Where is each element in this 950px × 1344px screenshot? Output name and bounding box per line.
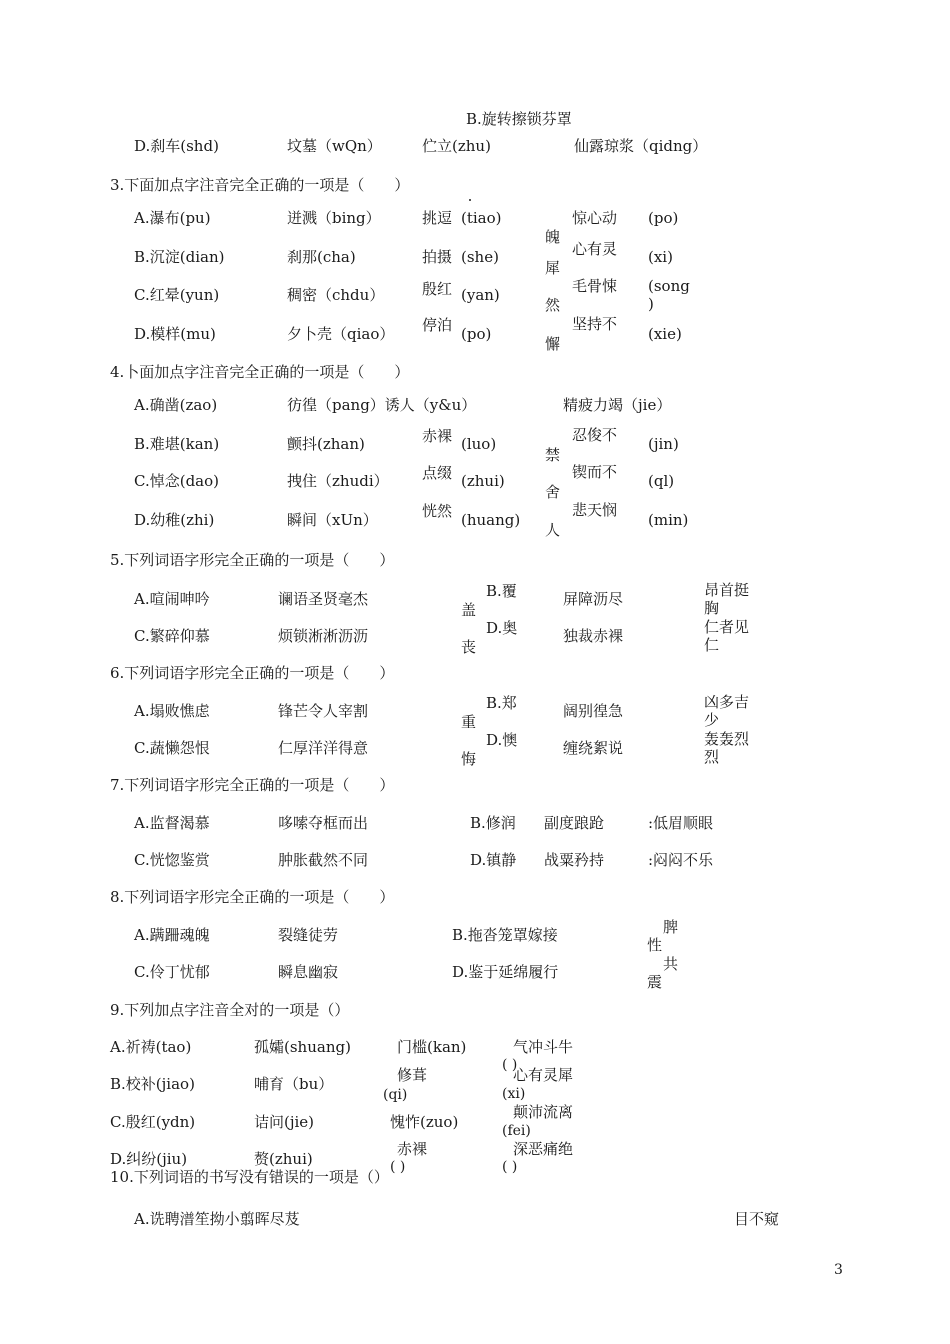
q9-c-4: 颠沛流离 <box>513 1103 574 1121</box>
q9-b-4: 心有灵犀 <box>513 1066 574 1084</box>
q8-side-3: 共 <box>663 955 679 973</box>
q3-d-6: (xie) <box>648 325 682 343</box>
q3-c-2: 稠密（chdu） <box>287 286 385 304</box>
q5-d-label: D.奥 <box>486 619 518 637</box>
q6-b-tail-1: 凶多吉 <box>704 693 750 711</box>
q7-title: 7.下列词语字形完全正确的一项是（ ） <box>110 776 395 794</box>
q9-title: 9.下列加点字注音全对的一项是（） <box>110 1001 350 1019</box>
q4-c-2: 拽住（zhudi） <box>287 472 389 490</box>
q4-b-3: 赤裸 <box>422 427 453 445</box>
q6-a-2: 锋芒令人宰割 <box>278 702 369 720</box>
q4-c-4: (zhui) <box>461 472 505 490</box>
q5-b-word: 盖 <box>461 601 477 619</box>
q9-c-4-sub: (fei) <box>502 1123 531 1139</box>
q3-b-2: 刹那(cha) <box>287 248 356 266</box>
q3-d-4: (po) <box>461 325 492 343</box>
q9-c-3: 愧怍(zuo) <box>390 1113 459 1131</box>
q4-title: 4.卜面加点字注音完全正确的一项是（ ） <box>110 363 410 381</box>
q6-d-rest: 缠绕絮说 <box>563 739 624 757</box>
q3-a-3: 挑逗 <box>422 209 453 227</box>
q8-c-1: C.伶丁忧郁 <box>134 963 210 981</box>
q5-c-1: C.繁碎仰慕 <box>134 627 210 645</box>
q10-option-a-cut: A.诜聘潽笙拗小翦晖尽芨 <box>134 1210 300 1228</box>
q4-c-1: C.悼念(dao) <box>134 472 219 490</box>
q8-side-1: 脾 <box>663 918 679 936</box>
q6-b-tail-2: 少 <box>704 711 720 729</box>
q3-d-1: D.模样(mu) <box>134 325 216 343</box>
q3-extra-1: 魄 <box>545 228 561 246</box>
q8-title: 8.下列词语字形完全正确的一项是（ ） <box>110 888 395 906</box>
q3-c-6-close: ) <box>648 295 654 313</box>
q5-c-2: 烦锁淅淅沥沥 <box>278 627 369 645</box>
q9-c-1: C.殷红(ydn) <box>110 1113 196 1131</box>
q4-d-4: (huang) <box>461 511 521 529</box>
q8-side-4: 震 <box>647 973 663 991</box>
q6-title: 6.下列词语字形完全正确的一项是（ ） <box>110 664 395 682</box>
q7-a-2: 哆嗦夺框而出 <box>278 814 369 832</box>
q4-b-1: B.难堪(kan) <box>134 435 220 453</box>
q5-b-tail-2: 胸 <box>704 599 720 617</box>
q8-a-2: 裂缝徒劳 <box>278 926 339 944</box>
q3-extra-2: 犀 <box>545 259 561 277</box>
q5-b-label: B.覆 <box>486 582 517 600</box>
q3-b-1: B.沉淀(dian) <box>134 248 225 266</box>
q9-d-4-sub: ( ) <box>502 1159 518 1175</box>
q7-d-2: 战粟矜持 <box>544 851 605 869</box>
stray-dot <box>469 199 471 201</box>
q4-a-2: 彷徨（pang）诱人（y&u） <box>287 396 477 414</box>
q5-d-tail-2: 仁 <box>704 636 720 654</box>
q7-d-1: D.镇静 <box>470 851 517 869</box>
q2-option-d-word3: 伫立(zhu) <box>422 137 491 155</box>
q4-d-6: (min) <box>648 511 689 529</box>
q5-d-tail-1: 仁者见 <box>704 618 750 636</box>
q4-b-4: (luo) <box>461 435 497 453</box>
q4-extra-3: 人 <box>545 521 561 539</box>
q3-d-5: 坚持不 <box>572 315 618 333</box>
q8-b: B.拖沓笼罩嫁接 <box>452 926 558 944</box>
q4-d-1: D.幼稚(zhi) <box>134 511 215 529</box>
q6-c-1: C.蔬懒怨恨 <box>134 739 210 757</box>
page-number: 3 <box>834 1262 843 1278</box>
q4-c-5: 锲而不 <box>572 463 618 481</box>
q4-c-3: 点缀 <box>422 464 453 482</box>
q4-d-2: 瞬间（xUn） <box>287 511 378 529</box>
q6-b-rest: 阔别徨急 <box>563 702 624 720</box>
q5-title: 5.下列词语字形完全正确的一项是（ ） <box>110 551 395 569</box>
q9-a-sub: ( ) <box>502 1057 518 1073</box>
q7-a-1: A.监督渴慕 <box>134 814 210 832</box>
q5-d-rest: 独裁赤裸 <box>563 627 624 645</box>
q6-d-tail-1: 轰轰烈 <box>704 730 750 748</box>
q3-d-2: 夕卜壳（qiao） <box>287 325 395 343</box>
q8-side-2: 性 <box>647 936 663 954</box>
q9-b-3-sub: (qi) <box>383 1087 408 1103</box>
q4-b-2: 颤抖(zhan) <box>287 435 365 453</box>
q9-a-4: 气冲斗牛 <box>513 1038 574 1056</box>
q6-b-label: B.郑 <box>486 694 517 712</box>
q2-option-d-word2: 坟墓（wQn） <box>287 137 382 155</box>
q3-a-4: (tiao) <box>461 209 502 227</box>
q4-a-1: A.确凿(zao) <box>134 396 218 414</box>
q8-a-1: A.蹒跚魂魄 <box>134 926 210 944</box>
q9-b-1: B.校补(jiao) <box>110 1075 195 1093</box>
q9-a-2: 孤孀(shuang) <box>254 1038 351 1056</box>
q3-c-3: 殷红 <box>422 280 453 298</box>
q3-b-3: 拍摄 <box>422 248 453 266</box>
q3-c-6: (song <box>648 277 690 295</box>
q3-b-6: (xi) <box>648 248 673 266</box>
q7-b-1: B.修润 <box>470 814 516 832</box>
q9-b-4-sub: (xi) <box>502 1086 526 1102</box>
q3-c-4: (yan) <box>461 286 500 304</box>
q9-d-4: 深恶痛绝 <box>513 1140 574 1158</box>
q4-a-3: 精疲力竭（jie） <box>563 396 672 414</box>
q3-extra-3: 然 <box>545 296 561 314</box>
q3-a-5: 惊心动 <box>572 209 618 227</box>
q6-c-2: 仁厚洋洋得意 <box>278 739 369 757</box>
q4-b-5: 忍俊不 <box>572 426 618 444</box>
q4-c-6: (ql) <box>648 472 675 490</box>
q6-d-label: D.懊 <box>486 731 518 749</box>
q3-a-1: A.瀑布(pu) <box>134 209 211 227</box>
q10-right-cut: 目不窥 <box>734 1210 780 1228</box>
q5-d-word: 丧 <box>461 638 477 656</box>
q9-b-3: 修葺 <box>397 1066 428 1084</box>
q3-title: 3.下面加点字注音完全正确的一项是（ ） <box>110 176 410 194</box>
q9-d-3-sub: ( ) <box>390 1159 406 1175</box>
q3-c-5: 毛骨悚 <box>572 277 618 295</box>
q7-c-1: C.恍惚鉴赏 <box>134 851 210 869</box>
q4-d-5: 悲天悯 <box>572 501 618 519</box>
q4-extra-2: 舍 <box>545 483 561 501</box>
q3-a-2: 迸溅（bing） <box>287 209 381 227</box>
q9-d-2: 赘(zhui) <box>254 1150 313 1168</box>
q4-extra-1: 禁 <box>545 446 561 464</box>
q7-d-3: :闷闷不乐 <box>648 851 714 869</box>
q7-b-3: :低眉顺眼 <box>648 814 714 832</box>
q7-c-2: 肿胀截然不同 <box>278 851 369 869</box>
q3-extra-4: 懈 <box>545 335 561 353</box>
q7-b-2: 副度踉跄 <box>544 814 605 832</box>
q6-b-word: 重 <box>461 713 477 731</box>
q6-a-1: A.塌败憔虑 <box>134 702 210 720</box>
q9-a-1: A.祈祷(tao) <box>110 1038 192 1056</box>
q2-option-d: D.刹车(shd) <box>134 137 219 155</box>
q2-option-d-word4: 仙露琼浆（qidng） <box>574 137 708 155</box>
q4-b-6: (jin) <box>648 435 679 453</box>
q3-a-6: (po) <box>648 209 679 227</box>
q8-d: D.鉴于延绵履行 <box>452 963 559 981</box>
q3-b-5: 心有灵 <box>572 240 618 258</box>
q6-d-tail-2: 烈 <box>704 748 720 766</box>
cut-off-line-top: B.旋转擦锁芬罩 <box>466 110 572 128</box>
q9-b-2: 哺育（bu） <box>254 1075 334 1093</box>
q3-d-3: 停泊 <box>422 316 453 334</box>
q5-a-2: 谰语圣贤毫杰 <box>278 590 369 608</box>
q3-c-1: C.红晕(yun) <box>134 286 220 304</box>
q10-title: 10.下列词语的书写没有错误的一项是（） <box>110 1168 389 1186</box>
q9-c-2: 诘问(jie) <box>254 1113 315 1131</box>
q8-c-2: 瞬息幽寂 <box>278 963 339 981</box>
q5-b-tail-1: 昂首挺 <box>704 581 750 599</box>
q9-d-1: D.纠纷(jiu) <box>110 1150 188 1168</box>
q9-a-3: 门槛(kan) <box>397 1038 467 1056</box>
q5-b-rest: 屏障沥尽 <box>563 590 624 608</box>
q3-b-4: (she) <box>461 248 499 266</box>
q9-d-3: 赤裸 <box>397 1140 428 1158</box>
q6-d-word: 悔 <box>461 750 477 768</box>
q4-d-3: 恍然 <box>422 502 453 520</box>
q5-a-1: A.喧闹呻吟 <box>134 590 210 608</box>
